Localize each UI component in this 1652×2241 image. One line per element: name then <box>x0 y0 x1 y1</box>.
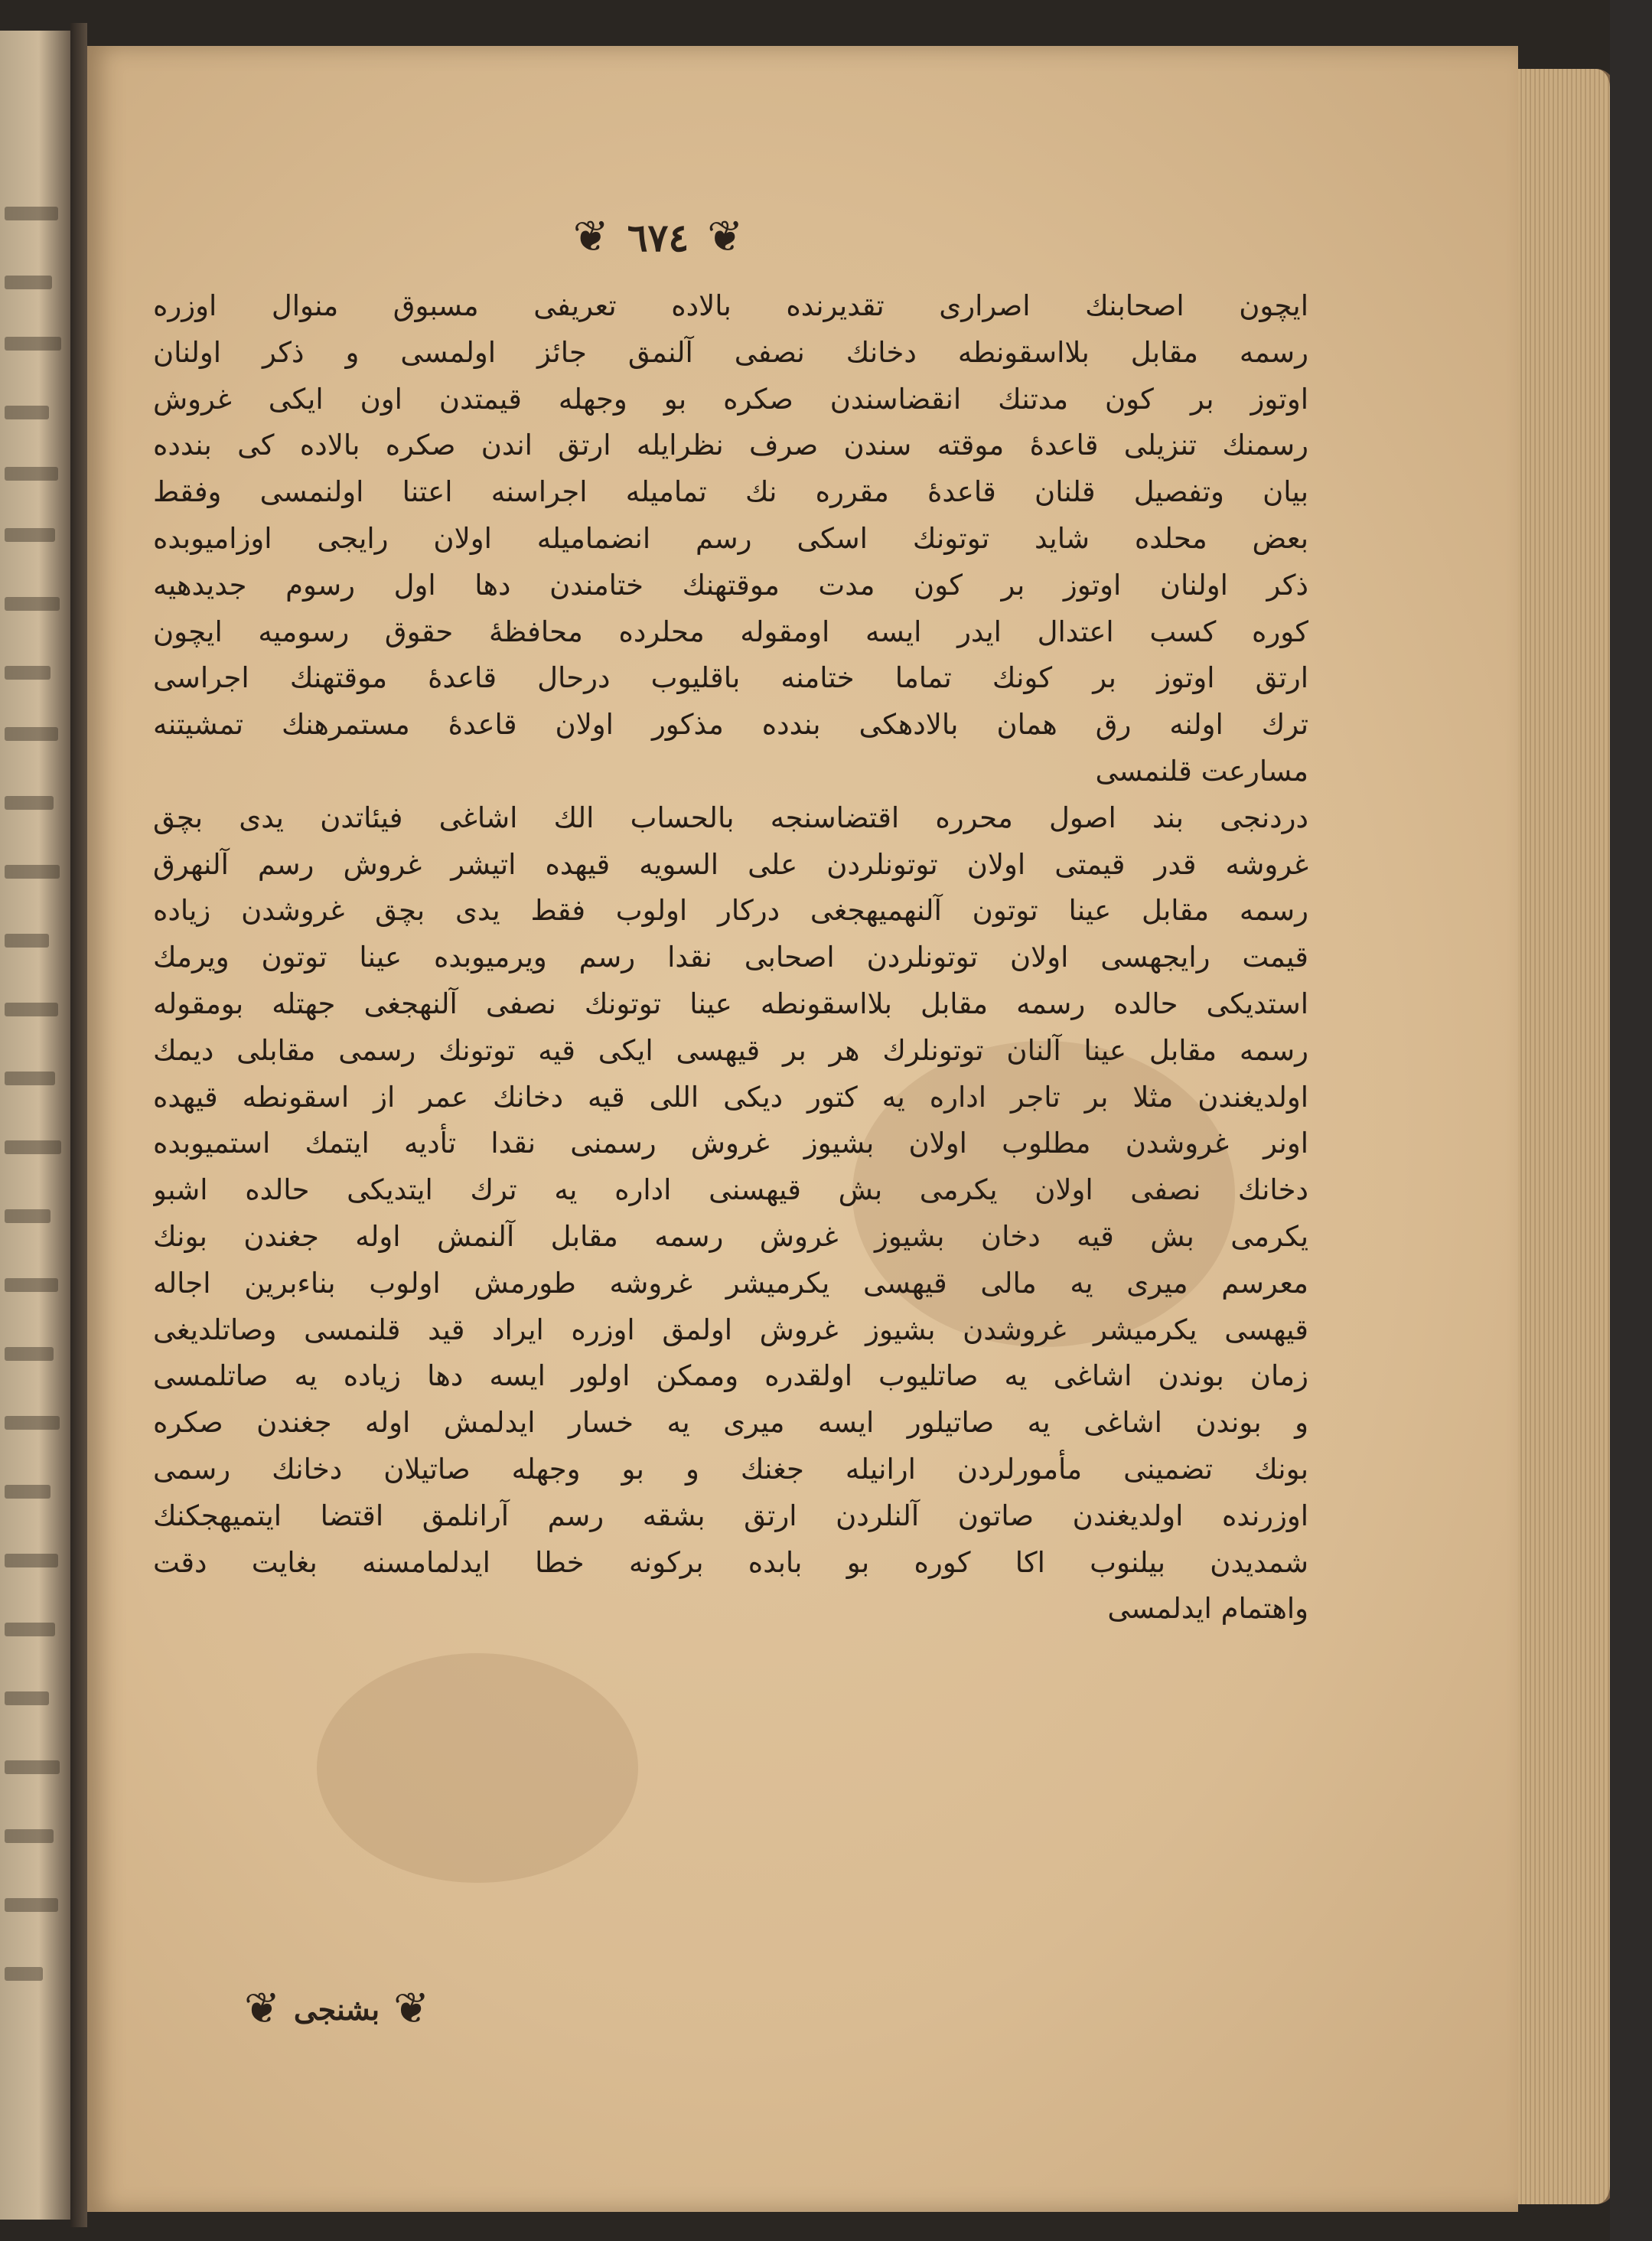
facing-page-text-fragment <box>5 1554 58 1567</box>
facing-page-text-fragment <box>5 1072 55 1085</box>
text-line: غروشه قدر قیمتی اولان توتونلردن علی السویه قیهده اتیشر غروش رسم آلنهرق <box>153 847 1308 881</box>
text-line: قیمت رایجهسی اولان توتونلردن اصحابی نقدا رسم ویرمیوبده عینا توتون ویرمك <box>153 941 1308 974</box>
facing-page-text-fragment <box>5 406 49 419</box>
background-strip <box>1610 0 1652 2241</box>
catchword-text: بشنجی <box>293 1991 380 2027</box>
text-line: یکرمی بش قیه دخان بشیوز غروش رسمه مقابل آلنمش اوله جغندن بونك <box>153 1219 1308 1253</box>
text-line: معرسم میری یه مالی قیهسی یکرمیشر غروشه طورمش اولوب بناءبرین اجاله <box>153 1266 1308 1300</box>
facing-page-text-fragment <box>5 276 52 289</box>
text-line: بیان وتفصیل قلنان قاعدهٔ مقرره نك تمامیله اجراسنه اعتنا اولنمسی وفقط <box>153 475 1308 509</box>
facing-page-edge <box>0 31 73 2220</box>
facing-page-text-fragment <box>5 1485 51 1499</box>
facing-page-text-fragment <box>5 207 58 220</box>
fleuron-icon: ❦ <box>393 1984 429 2034</box>
facing-page-text-fragment <box>5 1829 54 1843</box>
page-number: ٦٧٤ <box>627 214 689 260</box>
text-line: ایچون اصحابنك اصراری تقدیرنده بالاده تعریفی مسبوق منوال اوزره <box>153 289 1308 322</box>
text-line: بعض محلده شاید توتونك اسکی رسم انضمامیله اولان رایجی اوزامیوبده <box>153 521 1308 555</box>
text-line: ذکر اولنان اوتوز بر کون مدت موقتهنك ختامندن دها اول رسوم جدیدهیه <box>153 568 1308 602</box>
book-gutter <box>70 23 87 2227</box>
text-line: بونك تضمینی مأمورلردن ارانیله جغنك و بو وجهله صاتیلان دخانك رسمی <box>153 1452 1308 1486</box>
text-line: زمان بوندن اشاغی یه صاتلیوب اولقدره وممکن اولور ایسه دها زیاده یه صاتلمسی <box>153 1359 1308 1393</box>
body-text <box>153 283 1308 1633</box>
text-line: رسمنك تنزیلی قاعدهٔ موقته سندن صرف نظرایله ارتق اندن صکره بالاده کی بندده <box>153 429 1308 462</box>
text-line: اوتوز بر کون مدتنك انقضاسندن صکره بو وجهله قیمتدن اون ایکی غروش <box>153 382 1308 416</box>
facing-page-text-fragment <box>5 1278 58 1292</box>
catchword <box>222 1978 451 2040</box>
facing-page-text-fragment <box>5 1416 60 1430</box>
text-line: قیهسی یکرمیشر غروشدن بشیوز غروش اولمق اوزره ایراد قید قلنمسی وصاتلدیغی <box>153 1313 1308 1346</box>
facing-page-text-fragment <box>5 1347 54 1361</box>
text-line: مسارعت قلنمسی <box>1095 754 1308 788</box>
fleuron-icon: ❦ <box>572 212 609 262</box>
text-line: ارتق اوتوز بر کونك تماما ختامنه باقلیوب درحال قاعدهٔ موقتهنك اجراسی <box>153 661 1308 695</box>
facing-page-text-fragment <box>5 1691 49 1705</box>
fleuron-icon: ❦ <box>244 1984 280 2034</box>
facing-page-text-fragment <box>5 1003 58 1016</box>
facing-page-text-fragment <box>5 1898 58 1912</box>
page-header <box>497 207 819 268</box>
facing-page-text-fragment <box>5 1967 43 1981</box>
page-edges <box>1518 69 1615 2204</box>
facing-page-text-fragment <box>5 934 49 948</box>
facing-page-text-fragment <box>5 865 60 879</box>
text-line: رسمه مقابل عینا آلنان توتونلرك هر بر قیهسی ایکی قیه توتونك رسمی مقابلی دیمك <box>153 1033 1308 1067</box>
text-line: استدیکی حالده رسمه مقابل بلااسقونطه عینا توتونك نصفی آلنهجغی جهتله بومقوله <box>153 987 1308 1020</box>
text-line: اولدیغندن مثلا بر تاجر اداره یه کتور دیکی اللی قیه دخانك عمر از اسقونطه قیهده <box>153 1080 1308 1114</box>
facing-page-text-fragment <box>5 528 55 542</box>
text-line: ترك اولنه رق همان بالادهکی بندده مذکور اولان قاعدهٔ مستمرهنك تمشیتنه <box>153 708 1308 742</box>
text-line: دخانك نصفی اولان یکرمی بش قیهسنی اداره یه ترك ایتدیکی حالده اشبو <box>153 1173 1308 1207</box>
facing-page-text-fragment <box>5 1623 55 1636</box>
text-line: دردنجی بند اصول محرره اقتضاسنجه بالحساب الك اشاغی فیئاتدن یدی بچق <box>153 801 1308 834</box>
text-line: اوزرنده اولدیغندن صاتون آلنلردن ارتق بشقه رسم آرانلمق اقتضا ایتمیهجکنك <box>153 1499 1308 1532</box>
facing-page-text-fragment <box>5 467 58 481</box>
facing-page-text-fragment <box>5 796 54 810</box>
facing-page-text-fragment <box>5 1209 51 1223</box>
facing-page-text-fragment <box>5 666 51 680</box>
text-line: اونر غروشدن مطلوب اولان بشیوز غروش رسمنی نقدا تأدیه ایتمك استمیوبده <box>153 1127 1308 1160</box>
facing-page-text-fragment <box>5 727 58 741</box>
text-line: کوره کسب اعتدال ایدر ایسه اومقوله محلرده محافظهٔ حقوق رسومیه ایچون <box>153 615 1308 648</box>
facing-page-text-fragment <box>5 1760 60 1774</box>
text-line: رسمه مقابل بلااسقونطه دخانك نصفی آلنمق جائز اولمسی و ذکر اولنان <box>153 335 1308 369</box>
text-line: واهتمام ایدلمسی <box>1107 1592 1308 1626</box>
facing-page-text-fragment <box>5 1140 61 1154</box>
text-line: شمدیدن بیلنوب اکا کوره بو بابده برکونه خطا ایدلمامسنه بغایت دقت <box>153 1545 1308 1579</box>
text-line: و بوندن اشاغی یه صاتیلور ایسه میری یه خسار ایدلمش اوله جغندن صکره <box>153 1406 1308 1440</box>
facing-page-text-fragment <box>5 597 60 611</box>
fleuron-icon: ❦ <box>707 212 744 262</box>
facing-page-text-fragment <box>5 337 61 351</box>
paper-stain <box>317 1653 638 1883</box>
text-line: رسمه مقابل عینا توتون آلنهمیهجغی درکار اولوب فقط یدی بچق غروشدن زیاده <box>153 894 1308 928</box>
